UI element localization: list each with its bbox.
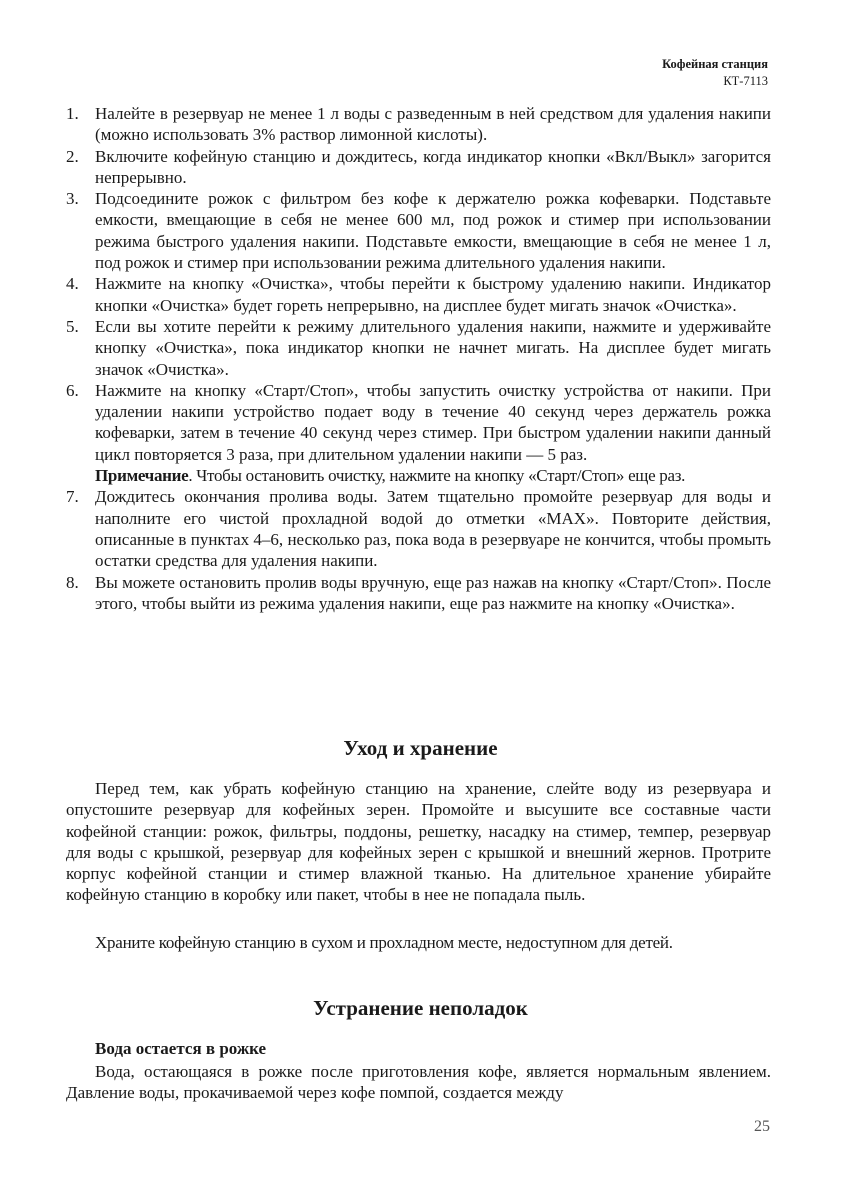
list-item <box>66 380 771 465</box>
step-text: Дождитесь окончания пролива воды. Затем тщательно промойте резервуар для воды и наполните его чистой прохладной водой до отметки «MAX». Повторите действия, описанные в пунктах 4–6, несколько раз, пока вода в резервуаре не кончится, чтобы промыть остатки средства для удаления накипи. <box>95 487 771 571</box>
page-number: 25 <box>754 1118 770 1135</box>
step-text: Если вы хотите перейти к режиму длительного удаления накипи, нажмите и удерживайте кнопку «Очистка», пока индикатор кнопки не начнет мигать. На дисплее будет мигать значок «Очистка». <box>95 316 771 379</box>
list-item <box>66 146 771 189</box>
step-number: 2. <box>66 146 79 166</box>
troubleshooting-paragraph: Вода, остающаяся в рожке после приготовления кофе, является нормальным явлением. Давление воды, прокачиваемой через кофе помпой, создается между <box>66 1062 771 1103</box>
note <box>66 465 771 486</box>
storage-paragraph: Храните кофейную станцию в сухом и прохладном месте, недоступном для детей. <box>95 933 673 952</box>
list-item <box>66 273 771 316</box>
list-item <box>66 316 771 380</box>
note-text: . Чтобы остановить очистку, нажмите на кнопку «Старт/Стоп» еще раз. <box>188 466 686 486</box>
storage-paragraph: Перед тем, как убрать кофейную станцию на хранение, слейте воду из резервуара и опустошите резервуар для кофейных зерен. Промойте и высушите все составные части кофейной станции: рожок, фильтры, поддоны, решетку, насадку на стимер, темпер, резервуар для воды с крышкой, резервуар для кофейных зерен с крышкой и внешний жернов. Протрите корпус кофейной станции и стимер влажной тканью. На длительное хранение убирайте кофейную станцию в коробку или пакет, чтобы в нее не попадала пыль. <box>66 779 771 905</box>
list-item <box>66 103 771 146</box>
step-number: 8. <box>66 572 79 592</box>
step-text: Вы можете остановить пролив воды вручную, еще раз нажав на кнопку «Старт/Стоп». После этого, чтобы выйти из режима удаления накипи, еще раз нажмите на кнопку «Очистка». <box>95 572 771 613</box>
product-name: Кофейная станция <box>662 57 768 71</box>
list-item <box>66 572 771 615</box>
step-text: Налейте в резервуар не менее 1 л воды с разведенным в ней средством для удаления накипи (можно использовать 3% раствор лимонной кислоты). <box>95 104 771 145</box>
step-number: 1. <box>66 104 79 123</box>
section-title-troubleshooting: Устранение неполадок <box>313 996 528 1020</box>
step-text: Нажмите на кнопку «Очистка», чтобы перейти к быстрому удалению накипи. Индикатор кнопки «Очистка» будет гореть непрерывно, на дисплее будет мигать значок «Очистка». <box>95 274 771 315</box>
step-text: Подсоедините рожок с фильтром без кофе к держателю рожка кофеварки. Подставьте емкости, вмещающие в себя не менее 600 мл, под рожок и стимер при использовании режима быстрого удаления накипи. Подставьте емкости, вмещающие в себя не менее 1 л, под рожок и стимер при использовании режима длительного удаления накипи. <box>95 189 771 273</box>
troubleshooting-subheading: Вода остается в рожке <box>95 1039 267 1058</box>
list-item <box>66 486 771 571</box>
step-number: 3. <box>66 189 79 209</box>
step-number: 7. <box>66 487 79 507</box>
section-title-storage: Уход и хранение <box>343 736 498 760</box>
step-number: 4. <box>66 274 79 294</box>
model-number: КТ-7113 <box>723 74 768 88</box>
list-item <box>66 188 771 273</box>
descaling-steps <box>66 103 771 614</box>
step-number: 5. <box>66 316 79 336</box>
note-label: Примечание <box>95 466 189 486</box>
step-number: 6. <box>66 380 79 400</box>
step-text: Нажмите на кнопку «Старт/Стоп», чтобы запустить очистку устройства от накипи. При удалении накипи устройство подает воду в течение 40 секунд через держатель рожка кофеварки, затем в течение 40 секунд через стимер. При быстром удалении накипи данный цикл повторяется 3 раза, при длительном удалении накипи — 5 раз. <box>95 380 771 464</box>
step-text: Включите кофейную станцию и дождитесь, когда индикатор кнопки «Вкл/Выкл» загорится непрерывно. <box>95 146 771 187</box>
page-header <box>662 56 768 90</box>
